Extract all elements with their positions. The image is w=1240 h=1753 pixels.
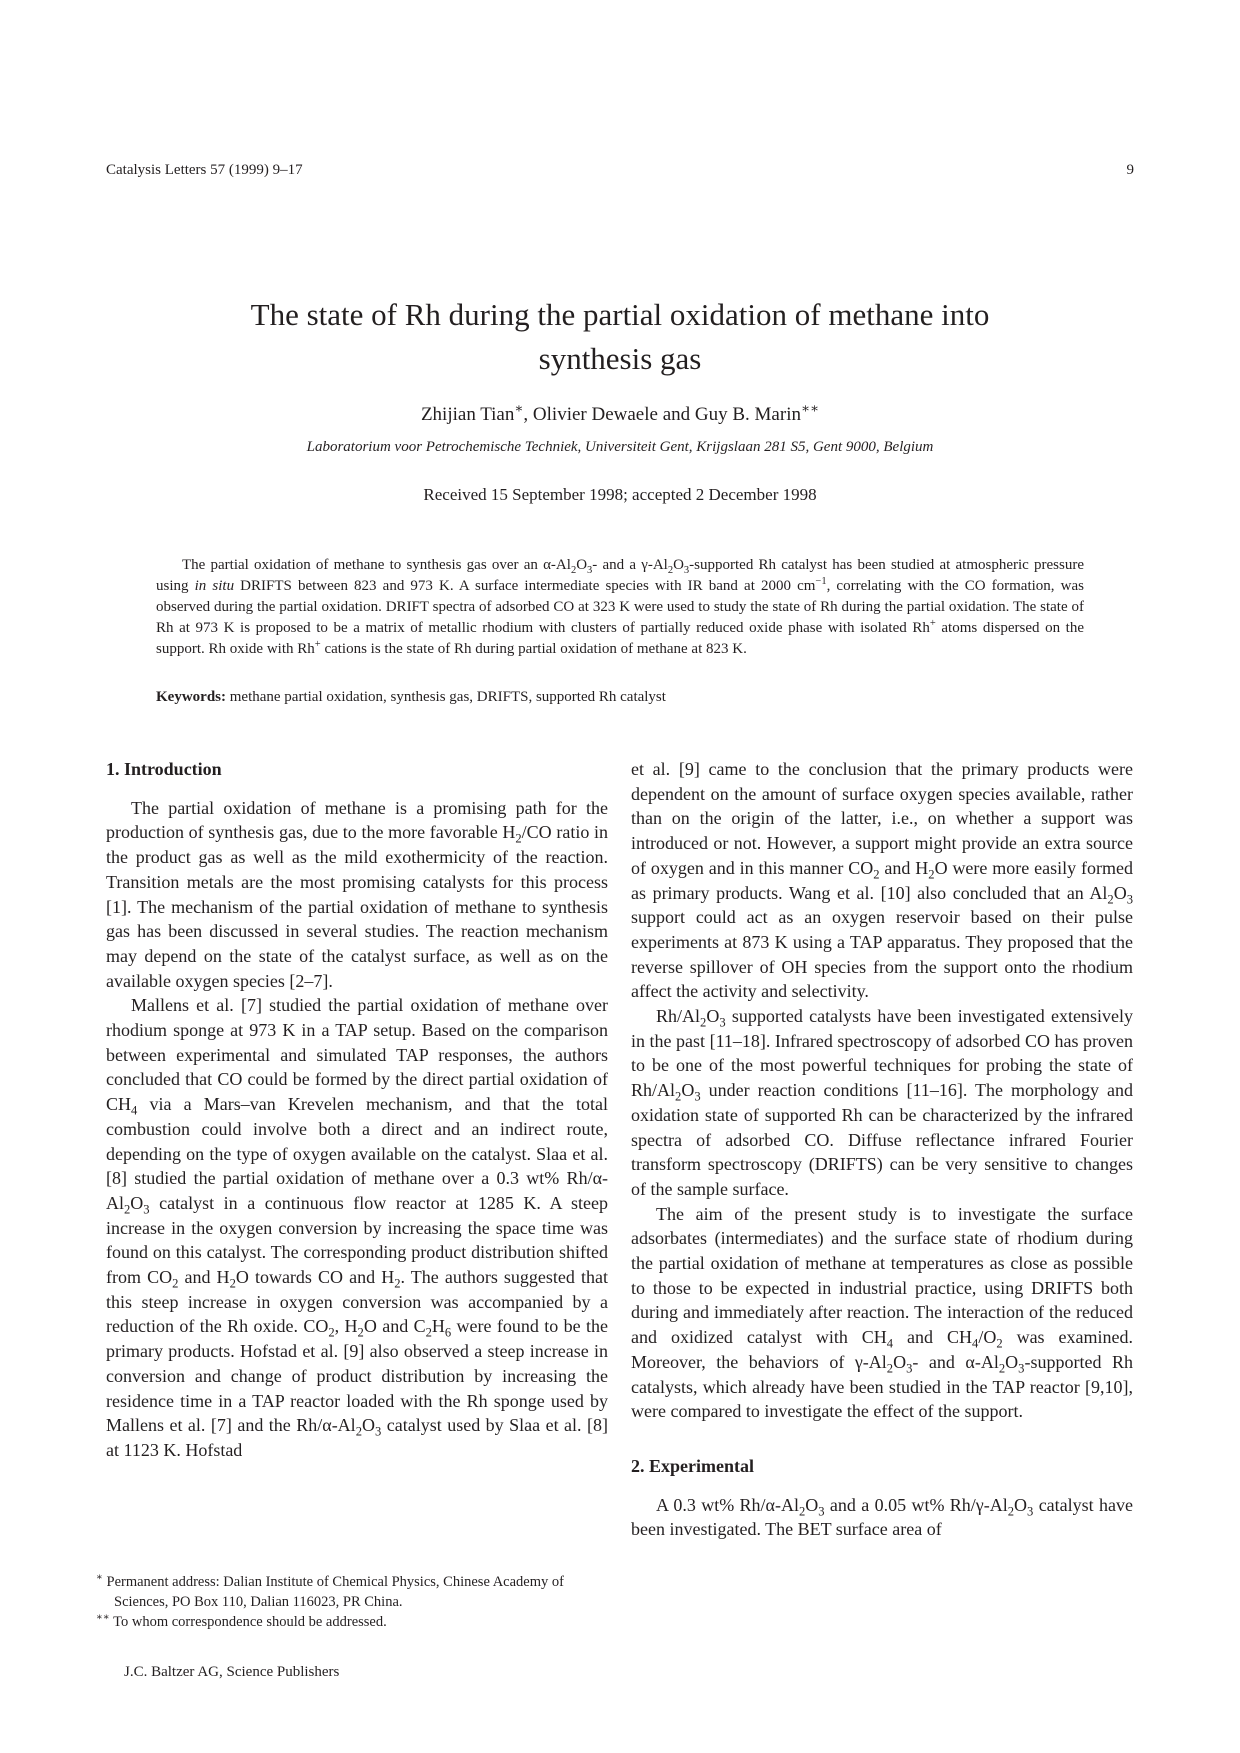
author-3: Guy B. Marin: [694, 404, 801, 425]
title-line-2: synthesis gas: [538, 341, 702, 376]
paragraph: The partial oxidation of methane is a promising path for the production of synthesis gas, due to the more favorable $H_2/CO$ ratio in the product gas as well as the mild exothermicity of the reaction. Transition metals are the most promising catalysts for this process [1]. The mechanism of the partial oxidation of methane to synthesis gas has been discussed in several studies. The reaction mechanism may depend on the state of the catalyst surface, as well as on the available oxygen species [2–7].: [106, 797, 608, 991]
footnote-2: ∗∗ To whom correspondence should be addressed.: [96, 1612, 387, 1630]
paragraph: Mallens et al. [7] studied the partial oxidation of methane over rhodium sponge at 973 K in a TAP setup. Based on the comparison between experimental and simulated TAP responses, the authors concluded that CO could be formed by the direct partial oxidation of $CH_4$ via a Mars–van Krevelen mechanism, and that the total combustion could involve both a direct and an indirect route, depending on the type of oxygen available on the catalyst. Slaa et al. [8] studied the partial oxidation of methane over a 0.3 wt% $Rh/\alpha-Al_2O_3$ catalyst in a continuous flow reactor at 1285 K. A steep increase in the oxygen conversion by increasing the space time was found on this catalyst. The corresponding product distribution shifted from $CO_2$ and $H_2O$ towards CO and $H_2$. The authors suggested that this steep increase in oxygen conversion was accompanied by a reduction of the Rh oxide. $CO_2$, $H_2O$ and $C_2H_6$ were found to be the primary products. Hofstad et al. [9] also observed a steep increase in conversion and change of product distribution by increasing the residence time in a TAP reactor loaded with the Rh sponge used by Mallens et al. [7] and the $Rh/\alpha-Al_2O_3$ catalyst used by Slaa et al. [8] at 1123 K. Hofstad: [106, 995, 608, 1460]
author-3-footnote-mark: ∗∗: [800, 400, 820, 416]
keywords: [156, 689, 1084, 706]
affiliation: Laboratorium voor Petrochemische Techniek, Universiteit Gent, Krijgslaan 281 S5, Gent 9000, Belgium: [306, 439, 934, 455]
author-list: Zhijian Tian∗, Olivier Dewaele and Guy B. Marin∗∗: [420, 400, 820, 425]
author-1-footnote-mark: ∗: [514, 400, 524, 416]
paragraph: A 0.3 wt% $Rh/\alpha-Al_2O_3$ and a 0.05 wt% $Rh/\gamma-Al_2O_3$ catalyst have been investigated. The BET surface area of: [631, 1494, 1133, 1540]
author-1: Zhijian Tian: [420, 404, 515, 425]
page-number: 9: [1126, 162, 1134, 178]
running-header-journal: Catalysis Letters 57 (1999) 9–17: [106, 162, 303, 178]
keywords-label: Keywords:: [156, 689, 226, 705]
author-2: Olivier Dewaele: [532, 404, 658, 425]
title-line-1: The state of Rh during the partial oxidation of methane into: [250, 297, 990, 332]
paragraph: et al. [9] came to the conclusion that the primary products were dependent on the amount of surface oxygen species available, rather than on the origin of the latter, i.e., on whether a support was introduced or not. However, a support might provide an extra source of oxygen and in this manner $CO_2$ and $H_2O$ were more easily formed as primary products. Wang et al. [10] also concluded that an $Al_2O_3$ support could act as an oxygen reservoir based on their pulse experiments at 873 K using a TAP apparatus. They proposed that the reverse spillover of OH species from the support onto the rhodium affect the activity and selectivity.: [631, 759, 1133, 1002]
abstract: The partial oxidation of methane to synthesis gas over an $\alpha-Al_2O_3-$ and a $\gamma-Al_2O_3$-supported Rh catalyst has been studied at atmospheric pressure using in situ DRIFTS between 823 and 973 K. A surface intermediate species with IR band at 2000 $cm^{-1}$, correlating with the CO formation, was observed during the partial oxidation. DRIFT spectra of adsorbed CO at 323 K were used to study the state of Rh during the partial oxidation. The state of Rh at 973 K is proposed to be a matrix of metallic rhodium with clusters of partially reduced oxide phase with isolated Rh+ atoms dispersed on the support. Rh oxide with Rh+ cations is the state of Rh during partial oxidation of methane at 823 K.: [156, 557, 1085, 657]
right-column: [631, 757, 1133, 1542]
paragraph: The aim of the present study is to investigate the surface adsorbates (intermediates) and the surface state of rhodium during the partial oxidation of methane at temperatures as close as possible to those to be expected in industrial practice, using DRIFTS both during and immediately after reaction. The interaction of the reduced and oxidized catalyst with $CH_4$ and $CH_4/O_2$ was examined. Moreover, the behaviors of $\gamma-Al_2O_3-$ and $\alpha-Al_2O_3$-supported Rh catalysts, which already have been studied in the TAP reactor [9,10], were compared to investigate the effect of the support.: [631, 1203, 1133, 1422]
footnotes: [96, 1572, 610, 1632]
article-title: [0, 293, 1240, 381]
received-dates: Received 15 September 1998; accepted 2 December 1998: [423, 485, 817, 504]
keywords-text: methane partial oxidation, synthesis gas, DRIFTS, supported Rh catalyst: [226, 689, 666, 705]
footnote-1: ∗ Permanent address: Dalian Institute of Chemical Physics, Chinese Academy of Sciences, PO Box 110, Dalian 116023, PR China.: [96, 1572, 564, 1610]
section-heading-experimental: 2. Experimental: [631, 1455, 754, 1476]
section-heading-introduction: 1. Introduction: [106, 759, 222, 779]
left-column: [106, 757, 608, 1463]
paragraph: $Rh/Al_2O_3$ supported catalysts have been investigated extensively in the past [11–18]. Infrared spectroscopy of adsorbed CO has proven to be one of the most powerful techniques for probing the state of $Rh/Al_2O_3$ under reaction conditions [11–16]. The morphology and oxidation state of supported Rh can be characterized by the infrared spectra of adsorbed CO. Diffuse reflectance infrared Fourier transform spectroscopy (DRIFTS) can be very sensitive to changes of the sample surface.: [631, 1006, 1133, 1199]
publisher-footer: J.C. Baltzer AG, Science Publishers: [124, 1664, 340, 1680]
